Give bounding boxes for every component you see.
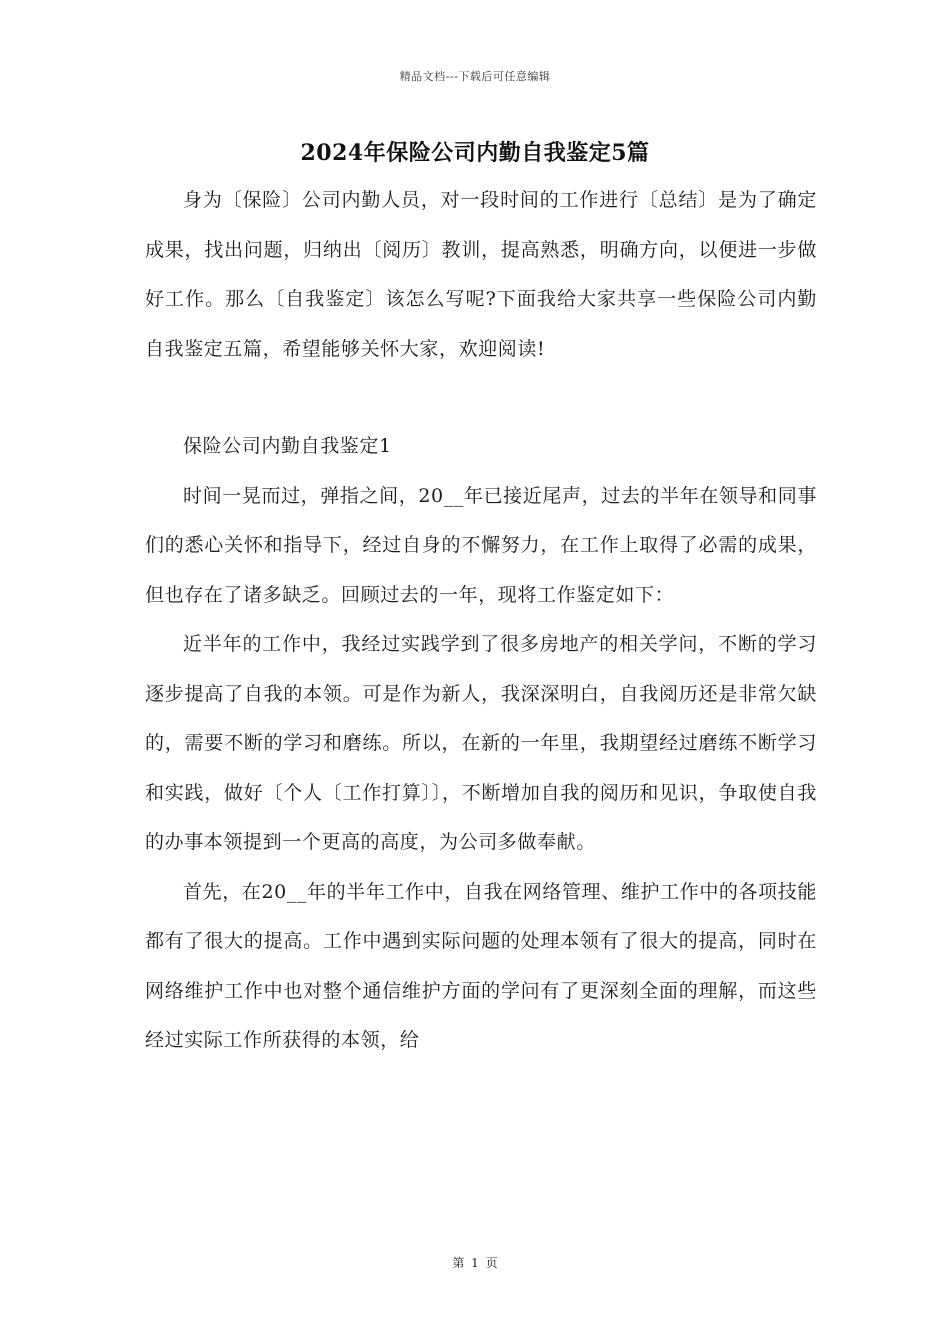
body-paragraph-1: 时间一晃而过，弹指之间，20__年已接近尾声，过去的半年在领导和同事们的悉心关怀和指导下，经过自身的不懈努力，在工作上取得了必需的成果，但也存在了诸多缺乏。回顾过去的一年，现将工作鉴定如下：	[145, 484, 817, 606]
page-number: 第 1 页	[452, 1256, 498, 1270]
section-heading: 保险公司内勤自我鉴定1	[183, 435, 392, 457]
body-paragraph-3: 首先，在20__年的半年工作中，自我在网络管理、维护工作中的各项技能都有了很大的提高。工作中遇到实际问题的处理本领有了很大的提高，同时在网络维护工作中也对整个通信维护方面的学问有了更深刻全面的理解，而这些经过实际工作所获得的本领，给	[145, 880, 817, 1051]
document-title: 2024年保险公司内勤自我鉴定5篇	[300, 140, 650, 166]
page-header: 精品文档---下载后可任意编辑	[399, 70, 551, 83]
intro-paragraph: 身为〔保险〕公司内勤人员，对一段时间的工作进行〔总结〕是为了确定成果，找出问题，归纳出〔阅历〕教训，提高熟悉，明确方向，以便进一步做好工作。那么〔自我鉴定〕该怎么写呢?下面我给大家共享一些保险公司内勤自我鉴定五篇，希望能够关怀大家，欢迎阅读!	[145, 189, 817, 360]
document-body	[145, 176, 817, 1066]
body-paragraph-2: 近半年的工作中，我经过实践学到了很多房地产的相关学问，不断的学习逐步提高了自我的本领。可是作为新人，我深深明白，自我阅历还是非常欠缺的，需要不断的学习和磨练。所以，在新的一年里，我期望经过磨练不断学习和实践，做好〔个人〔工作打算〕〕，不断增加自我的阅历和见识，争取使自我的办事本领提到一个更高的高度，为公司多做奉献。	[145, 633, 817, 853]
